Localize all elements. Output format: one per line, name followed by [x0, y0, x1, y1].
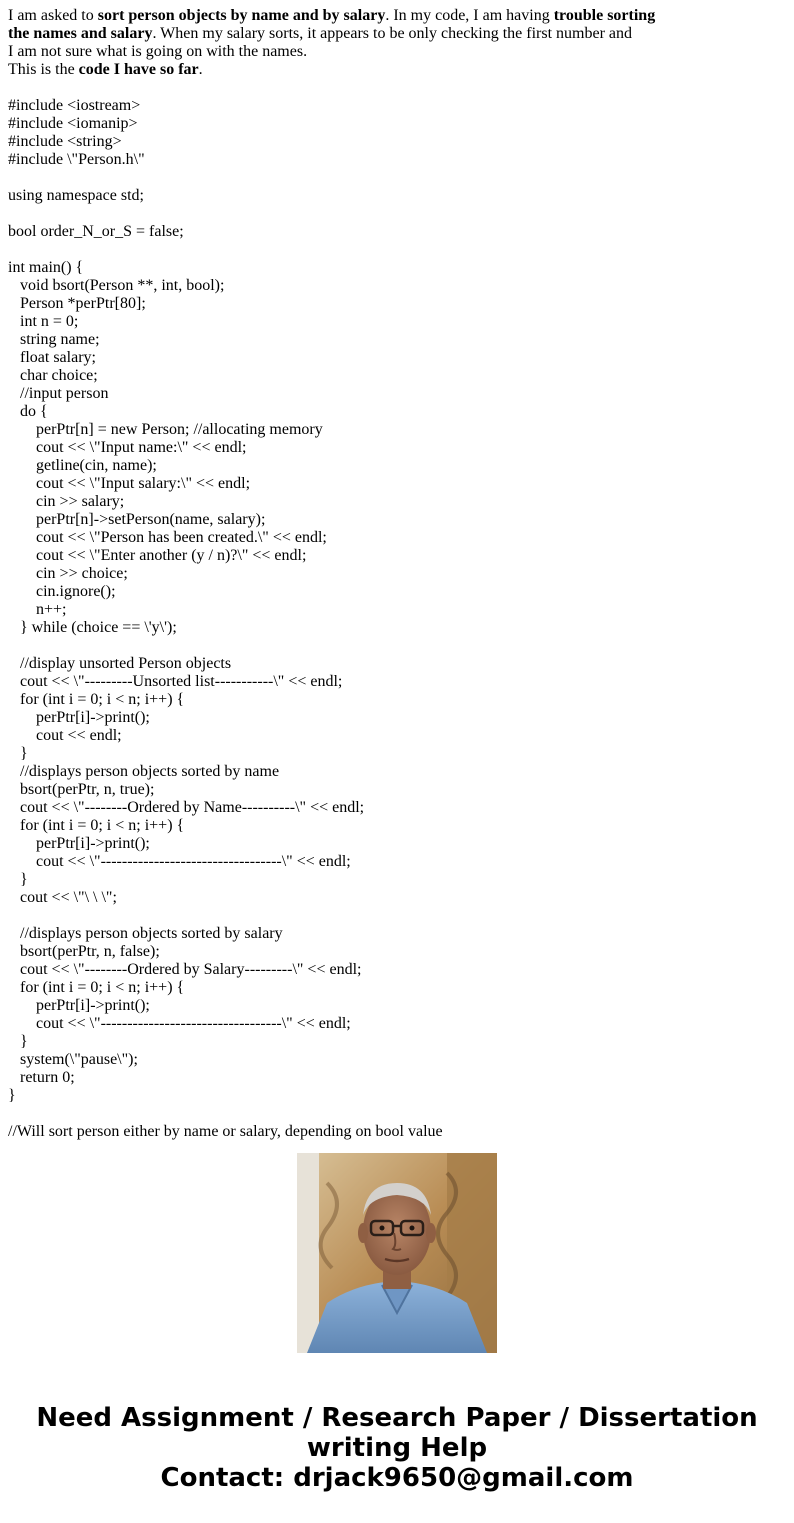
code-line: Person *perPtr[80];	[8, 295, 146, 312]
code-line: for (int i = 0; i < n; i++) {	[8, 979, 185, 996]
code-line: cout << endl;	[8, 727, 122, 744]
code-line: cout << \"Person has been created.\" << endl;	[8, 529, 327, 546]
intro-line-4: This is the code I have so far.	[8, 61, 203, 78]
code-line: perPtr[n] = new Person; //allocating memory	[8, 421, 323, 438]
code-line: n++;	[8, 601, 67, 618]
footer-ad	[0, 1403, 794, 1493]
code-line	[8, 637, 688, 655]
code-line: }	[8, 1087, 16, 1104]
footer-contact: Contact: drjack9650@gmail.com	[160, 1463, 634, 1493]
code-line: perPtr[i]->print();	[8, 997, 150, 1014]
bold-phrase: code I have so far	[78, 61, 199, 78]
code-line	[8, 907, 688, 925]
code-line: //Will sort person either by name or salary, depending on bool value	[8, 1123, 443, 1140]
code-line: //displays person objects sorted by name	[8, 763, 280, 780]
code-line: #include <iostream>	[8, 97, 141, 114]
code-line: #include <iomanip>	[8, 115, 138, 132]
avatar	[297, 1153, 497, 1353]
code-line: //displays person objects sorted by salary	[8, 925, 283, 942]
code-line: cin.ignore();	[8, 583, 116, 600]
code-line: system(\"pause\");	[8, 1051, 138, 1068]
code-line: for (int i = 0; i < n; i++) {	[8, 817, 185, 834]
code-block	[8, 97, 688, 1141]
spacer	[8, 79, 688, 97]
code-line: getline(cin, name);	[8, 457, 157, 474]
code-line: cin >> salary;	[8, 493, 125, 510]
code-line: //input person	[8, 385, 109, 402]
code-line: //display unsorted Person objects	[8, 655, 232, 672]
code-line: for (int i = 0; i < n; i++) {	[8, 691, 185, 708]
code-line	[8, 205, 688, 223]
code-line: cout << \"\ \ \";	[8, 889, 117, 906]
code-line: cout << \"----------------------------------\" << endl;	[8, 1015, 351, 1032]
code-line: bool order_N_or_S = false;	[8, 223, 184, 240]
code-line: }	[8, 745, 28, 762]
code-line: cout << \"----------------------------------\" << endl;	[8, 853, 351, 870]
avatar-photo	[297, 1153, 497, 1353]
code-line: int main() {	[8, 259, 84, 276]
code-line: }	[8, 1033, 28, 1050]
code-line: bsort(perPtr, n, false);	[8, 943, 160, 960]
intro-line-2: the names and salary. When my salary sorts, it appears to be only checking the first number and	[8, 25, 633, 42]
footer-line-2: writing Help	[306, 1433, 488, 1463]
code-line: cout << \"--------Ordered by Salary---------\" << endl;	[8, 961, 362, 978]
code-line: perPtr[i]->print();	[8, 709, 150, 726]
code-line: #include <string>	[8, 133, 122, 150]
code-line: cout << \"Enter another (y / n)?\" << endl;	[8, 547, 307, 564]
code-line: int n = 0;	[8, 313, 79, 330]
footer-line-1: Need Assignment / Research Paper / Dissertation	[36, 1403, 758, 1433]
code-line	[8, 1105, 688, 1123]
code-line: char choice;	[8, 367, 98, 384]
code-line	[8, 241, 688, 259]
code-line: }	[8, 871, 28, 888]
code-line	[8, 169, 688, 187]
code-line: #include \"Person.h\"	[8, 151, 145, 168]
bold-phrase: sort person objects by name and by salary	[97, 7, 386, 24]
code-line: do {	[8, 403, 48, 420]
code-line: string name;	[8, 331, 100, 348]
code-line: float salary;	[8, 349, 96, 366]
code-line: cout << \"Input salary:\" << endl;	[8, 475, 251, 492]
code-line: cout << \"--------Ordered by Name----------\" << endl;	[8, 799, 365, 816]
code-line: perPtr[i]->print();	[8, 835, 150, 852]
intro-line-1: I am asked to sort person objects by name and by salary. In my code, I am having trouble sorting	[8, 7, 656, 24]
intro-line-3: I am not sure what is going on with the names.	[8, 43, 308, 60]
code-line: cin >> choice;	[8, 565, 128, 582]
question-text	[8, 7, 688, 1140]
code-line: cout << \"---------Unsorted list-----------\" << endl;	[8, 673, 343, 690]
code-line: cout << \"Input name:\" << endl;	[8, 439, 247, 456]
bold-phrase: trouble sorting	[553, 7, 656, 24]
code-line: using namespace std;	[8, 187, 144, 204]
bold-phrase: the names and salary	[8, 25, 153, 42]
code-line: perPtr[n]->setPerson(name, salary);	[8, 511, 266, 528]
code-line: return 0;	[8, 1069, 75, 1086]
code-line: } while (choice == \'y\');	[8, 619, 177, 636]
code-line: void bsort(Person **, int, bool);	[8, 277, 225, 294]
code-line: bsort(perPtr, n, true);	[8, 781, 155, 798]
